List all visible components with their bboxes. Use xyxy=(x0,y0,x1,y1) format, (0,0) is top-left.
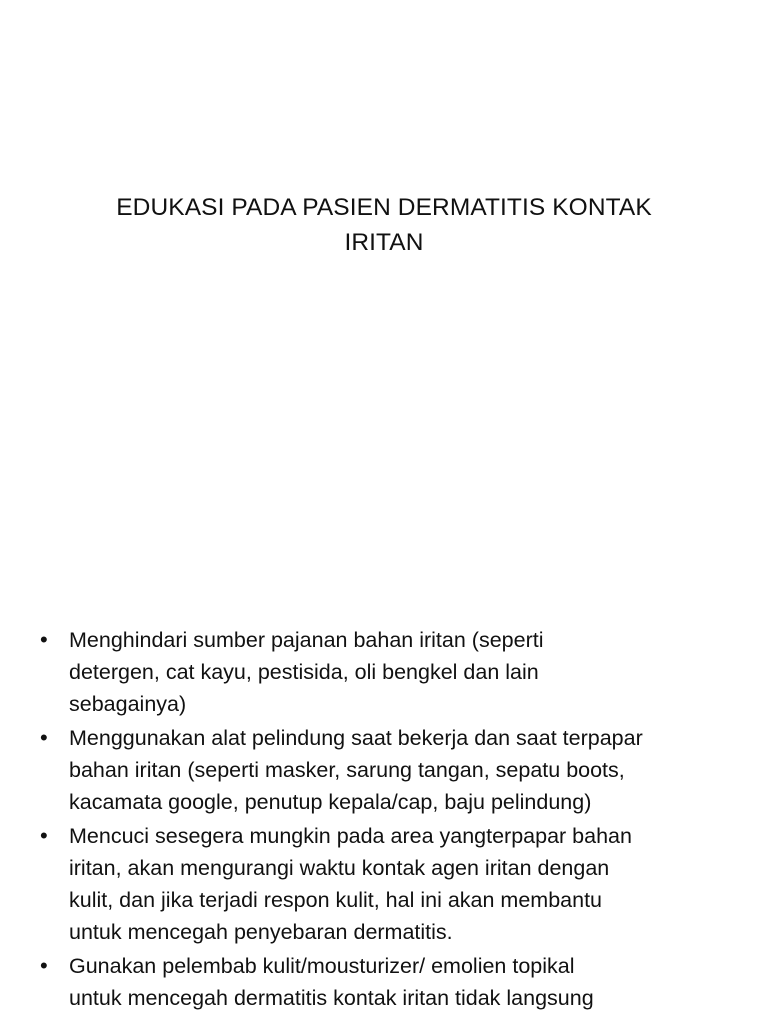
bullet-item xyxy=(40,820,730,948)
bullet-line: detergen, cat kayu, pestisida, oli bengkel dan lain xyxy=(69,660,539,684)
bullet-line: untuk mencegah penyebaran dermatitis. xyxy=(69,920,453,944)
bullet-line: Menggunakan alat pelindung saat bekerja dan saat terpapar xyxy=(69,726,643,750)
bullet-line: iritan, akan mengurangi waktu kontak agen iritan dengan xyxy=(69,856,610,880)
slide-title-line: IRITAN xyxy=(344,229,424,256)
bullet-dot-icon: • xyxy=(40,725,48,750)
bullet-item xyxy=(40,722,730,818)
bullet-text xyxy=(69,624,730,720)
slide-title xyxy=(70,190,698,260)
bullet-line: kacamata google, penutup kepala/cap, baju pelindung) xyxy=(69,790,592,814)
bullet-list xyxy=(40,624,730,1016)
bullet-dot-icon: • xyxy=(40,823,48,848)
bullet-item xyxy=(40,950,730,1014)
bullet-line: Mencuci sesegera mungkin pada area yangterpapar bahan xyxy=(69,824,632,848)
bullet-line: Menghindari sumber pajanan bahan iritan (seperti xyxy=(69,628,544,652)
slide-title-line: EDUKASI PADA PASIEN DERMATITIS KONTAK xyxy=(116,194,652,221)
bullet-line: untuk mencegah dermatitis kontak iritan tidak langsung xyxy=(69,986,594,1010)
bullet-item xyxy=(40,624,730,720)
bullet-text xyxy=(69,950,730,1014)
bullet-line: kulit, dan jika terjadi respon kulit, hal ini akan membantu xyxy=(69,888,603,912)
bullet-line: sebagainya) xyxy=(69,692,187,716)
bullet-text xyxy=(69,820,730,948)
bullet-text xyxy=(69,722,730,818)
bullet-dot-icon: • xyxy=(40,627,48,652)
bullet-line: Gunakan pelembab kulit/mousturizer/ emolien topikal xyxy=(69,954,575,978)
bullet-line: bahan iritan (seperti masker, sarung tangan, sepatu boots, xyxy=(69,758,625,782)
bullet-dot-icon: • xyxy=(40,953,48,978)
